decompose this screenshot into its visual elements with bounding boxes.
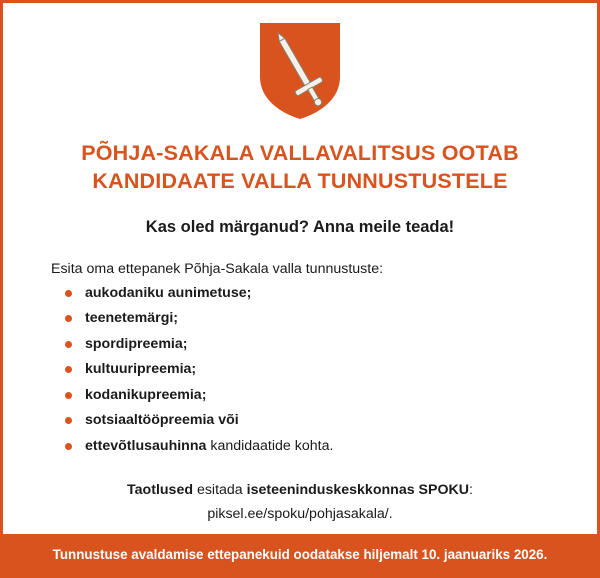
title-line-2: KANDIDAATE VALLA TUNNUSTUSTELE [92, 169, 508, 194]
apply-bold-end: iseteeninduskeskkonnas SPOKU [246, 481, 469, 498]
apply-instructions [37, 479, 563, 525]
award-name: sotsiaaltööpreemia või [85, 412, 239, 429]
crest-container [37, 21, 563, 121]
coat-of-arms-sword-shield-icon [258, 21, 342, 121]
awards-list [63, 285, 563, 455]
award-name: teenetemärgi; [85, 310, 179, 327]
list-item [63, 336, 563, 353]
subtitle: Kas oled märganud? Anna meile teada! [145, 217, 455, 236]
list-item [63, 285, 563, 302]
list-item [63, 438, 563, 455]
award-name: kodanikupreemia; [85, 386, 207, 403]
intro-text: Esita oma ettepanek Põhja-Sakala valla tunnustuste: [51, 260, 384, 277]
award-name: spordipreemia; [85, 335, 188, 352]
page-title [37, 139, 563, 196]
list-item [63, 412, 563, 429]
title-line-1: PÕHJA-SAKALA VALLAVALITSUS OOTAB [81, 141, 519, 165]
deadline-banner: Tunnustuse avaldamise ettepanekuid oodatakse hiljemalt 10. jaanuariks 2026. [3, 534, 597, 575]
award-name: kultuuripreemia; [85, 361, 197, 378]
apply-colon: : [469, 481, 473, 498]
apply-url[interactable]: piksel.ee/spoku/pohjasakala/. [207, 505, 393, 522]
list-item [63, 387, 563, 404]
apply-bold-start: Taotlused [127, 481, 193, 498]
list-item [63, 310, 563, 327]
poster-content [3, 3, 597, 534]
award-name: aukodaniku aunimetuse; [85, 284, 252, 301]
apply-middle: esitada [193, 481, 247, 498]
award-suffix: kandidaatide kohta. [206, 437, 334, 454]
list-item [63, 361, 563, 378]
award-name: ettevõtlusauhinna [85, 437, 207, 454]
